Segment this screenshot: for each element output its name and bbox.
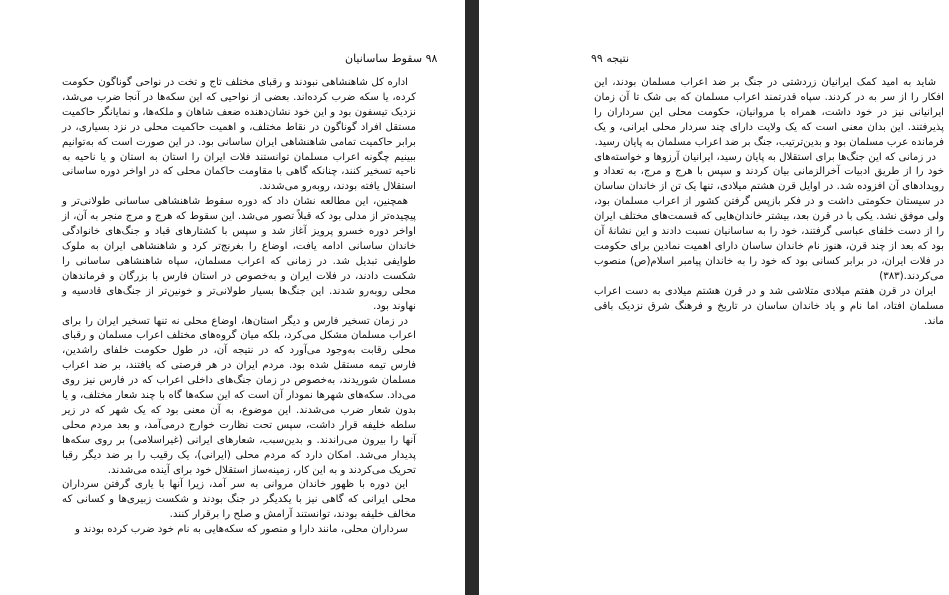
paragraph: اداره کل شاهنشاهی نبودند و رقبای مختلف تاج و تخت در نواحی گوناگون حکومت کرده، یا سکه ضرب کرده‌اند. بعضی از نواحیی که این سکه‌ها در آنجا ضرب می‌شد، نزدیک تیسفون بود و این خود نشان‌دهنده ضعف شاهان و ملکه‌ها، و نمایانگر حاکمیت مستقل افراد گوناگون در نقاط مختلف، و اهمیت حاکمیت محلی در نزد بسیاری، در برابر حاکمیت تمامی شاهنشاهی ایران ساسانی بود. در این صورت است که به‌توانیم ببینیم چگونه اعراب مسلمان توانستند فلات ایران را استان به استان و یا ناحیه به ناحیه تسخیر کنند، چنانکه گاهی با مقاومت حاکمان محلی که در اواخر دوره ساسانی استقلال یافته بودند، روبه‌رو می‌شدند. <box>62 77 416 193</box>
page-gutter <box>465 0 479 595</box>
paragraph: در زمانی که این جنگ‌ها برای استقلال به پایان رسید، ایرانیان آرزوها و خواسته‌های خود را از طریق ادبیات آخرالزمانی بیان کردند و سپس با هرج و مرج، به تعداد و رویدادهای آن افزوده شد. در اوایل قرن هشتم میلادی، تنها یک تن از خاندان ساسان در سیستان حکومتی داشت و در فکر بازپس گرفتن کشور از اعراب مسلمان بود، ولی موفق نشد. یکی با در قرن بعد، بیشتر خاندان‌هایی که قسمت‌های مختلف ایران را از دست خلفای عباسی گرفتند، خود را به ساسانیان نسبت دادند و این نشانهٔ آن بود که بعد از چند قرن، هنوز نام خاندان ساسان دارای اهمیت نمادین برای حکومت در فلات ایران، در برابر کسانی بود که خود را به خاندان پیامبر اسلام(ص) منصوب می‌کردند.(۳۸۳) <box>594 151 944 282</box>
left-page <box>0 0 465 595</box>
left-page-header: ۹۸ سقوط ساسانیان <box>345 52 438 65</box>
paragraph: در زمان تسخیر فارس و دیگر استان‌ها، اوضاع محلی نه تنها تسخیر ایران را برای اعراب مسلمان مشکل می‌کرد، بلکه میان گروه‌های مختلف اعراب مسلمان و رقبای محلی رقابت به‌وجود می‌آورد که در نتیجه آن، در طول حکومت خلفای راشدین، فارس تیمه مستقل شده بود. مردم ایران در هر فرصتی که یافتند، بر ضد اعراب مسلمان شوریدند، به‌خصوص در زمان جنگ‌های داخلی اعراب که در فارس نیز روی می‌داد. سکه‌های شهرها نمودار آن است که این سکه‌ها گاه با چند شعار مختلف، و یا بدون شعار ضرب می‌شدند. این موضوع، به آن معنی بود که یک شهر که در زیر سلطه خلیفه قرار داشت، سپس تحت نظارت خوارج درمی‌آمد، و بعد مردم محلی آنها را بیرون می‌راندند. و بدین‌سبب، شعارهای ایرانی (غیراسلامی) بر روی سکه‌ها پدیدار می‌شد. امکان دارد که مردم محلی (ایرانی)، یک رقیب را بر ضد دیگر رقبا تحریک می‌کردند و به این کار، زمینه‌ساز استقلال خود برای آینده می‌شدند. <box>62 315 416 476</box>
paragraph: سرداران محلی، مانند دارا و منصور که سکه‌هایی به نام خود ضرب کرده بودند و <box>74 524 408 536</box>
right-page-header: نتیجه ۹۹ <box>591 52 630 65</box>
paragraph: این دوره با ظهور خاندان مروانی به سر آمد، زیرا آنها با یاری گرفتن سرداران محلی ایرانی که گاهی نیز با یکدیگر در جنگ بودند و شکست زبیری‌ها و کسانی که مخالف خلیفه بودند، توانستند آرامش و صلح را برقرار کنند. <box>62 479 416 521</box>
right-page <box>479 0 949 595</box>
right-page-body <box>594 76 944 329</box>
left-page-body <box>62 76 416 538</box>
paragraph: شاید به امید کمک ایرانیان زردشتی در جنگ بر ضد اعراب مسلمان بودند، این افکار را از سر به در کردند. سپاه قدرتمند اعراب مسلمان که بی شک تا آن زمان ایرانیانی نیز در خود داشت، همراه با مروانیان، حکومت محلی این سرداران را پذیرفتند. این بدان معنی است که یک ولایت دارای چند سردار محلی ایرانی، و یک فرمانده عرب مسلمان بود و بدین‌ترتیب، جنگ بر ضد اعراب مسلمان به پایان رسید. <box>594 77 944 148</box>
paragraph: همچنین، این مطالعه نشان داد که دوره سقوط شاهنشاهی ساسانی طولانی‌تر و پیچیده‌تر از مدلی بود که قبلاً تصور می‌شد. این سقوط که هرج و مرج منجر به آن، از اواخر دوره خسرو پرویز آغاز شد و سپس با کشتارهای قباد و جنگ‌های خانوادگی خاندان ساسانی ادامه یافت، اوضاع را بغرنج‌تر کرد و شاهنشاهی ایران به ملوک طوایفی تبدیل شد. در زمانی که اعراب مسلمان، سپاه شاهنشاهی ساسانی را شکست دادند، در فلات ایران و به‌خصوص در استان فارس با بزرگان و فرماندهان محلی روبه‌رو شدند. این جنگ‌ها بسیار طولانی‌تر و خونین‌تر از جنگ‌های قادسیه و نهاوند بود. <box>62 196 416 312</box>
paragraph: ایران در قرن هفتم میلادی متلاشی شد و در قرن هشتم میلادی به دست اعراب مسلمان افتاد، اما نام و یاد خاندان ساسان در تاریخ و فرهنگ شرق نزدیک باقی ماند. <box>594 285 944 327</box>
